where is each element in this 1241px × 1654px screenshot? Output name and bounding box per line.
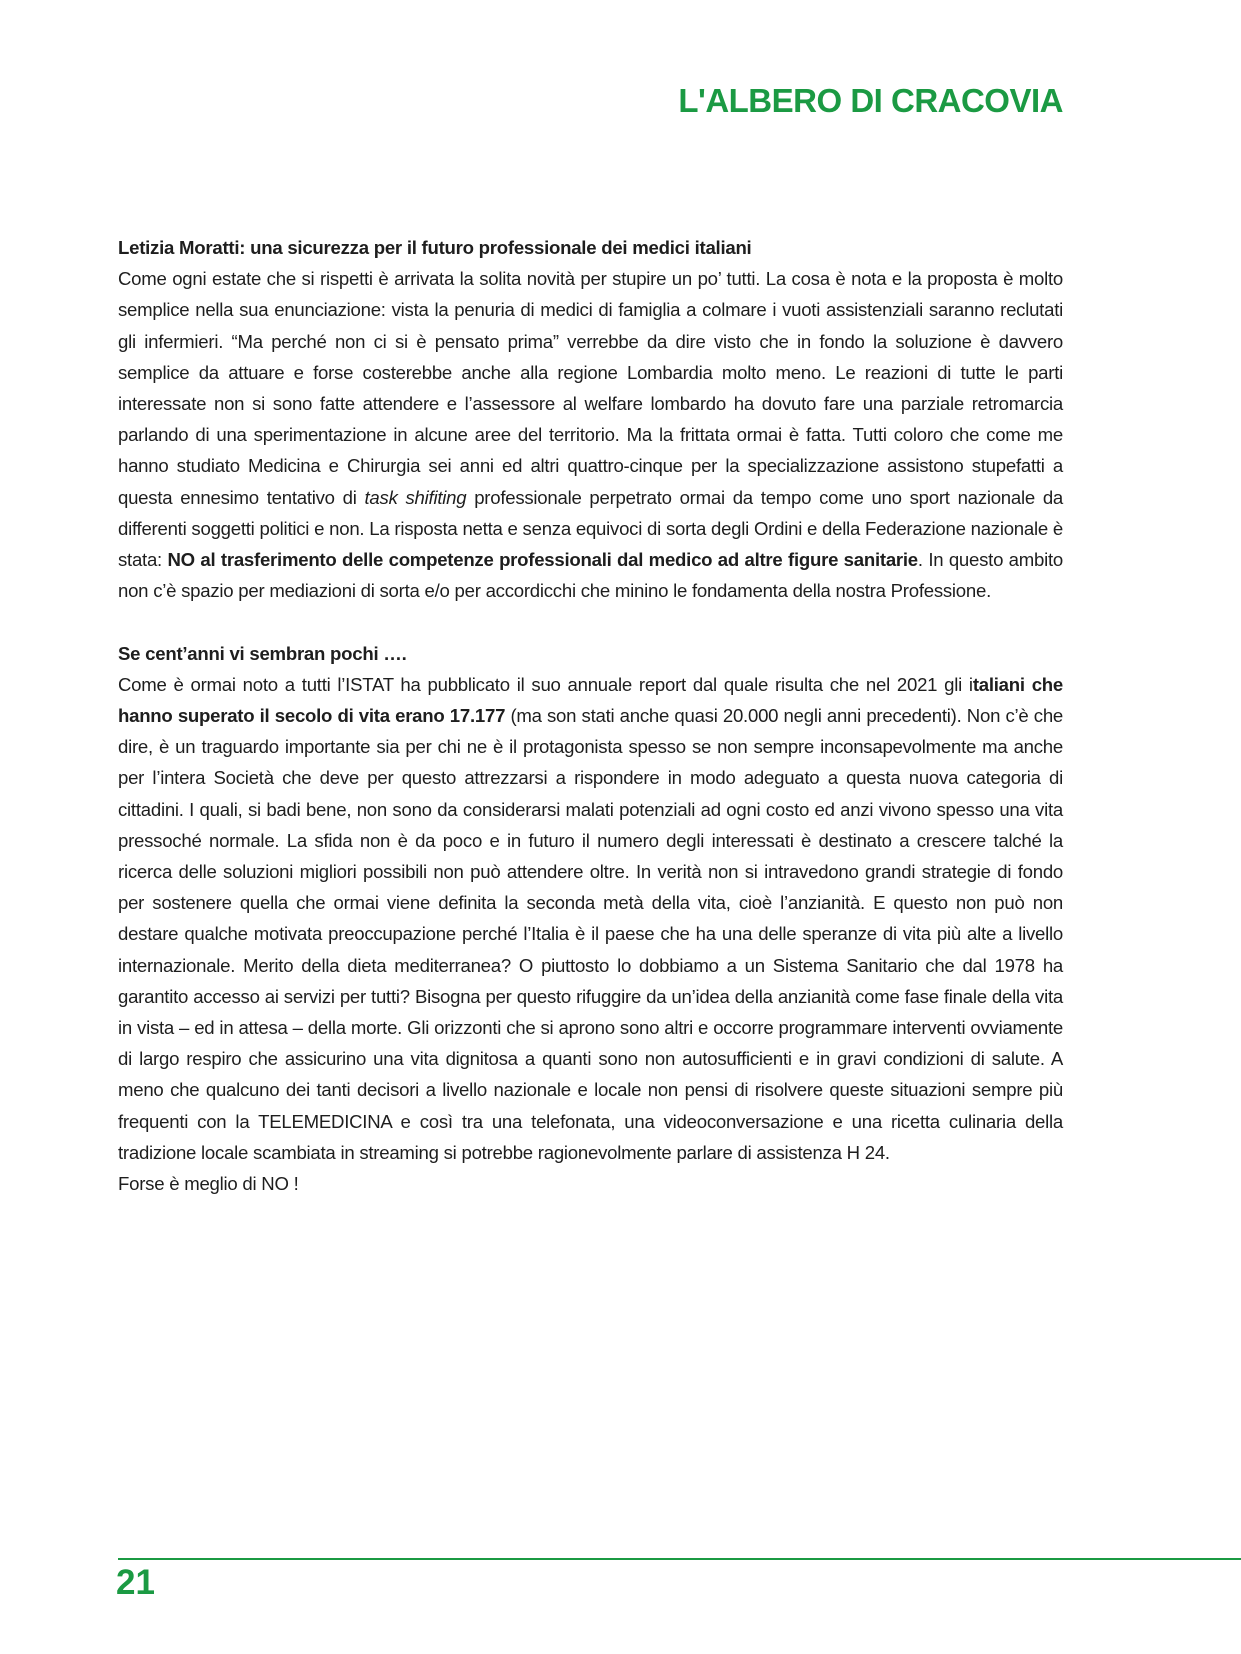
article-body xyxy=(118,232,1063,1230)
paragraph-text: Come ogni estate che si rispetti è arrivata la solita novità per stupire un po’ tutti. La cosa è nota e la proposta è molto semplice nella sua enunciazione: vista la penuria di medici di famiglia a colmare i vuoti assistenziali saranno reclutati gli infermieri. “Ma perché non ci si è pensato prima” verrebbe da dire visto che in fondo la soluzione è davvero semplice da attuare e forse costerebbe anche alla regione Lombardia molto meno. Le reazioni di tutte le parti interessate non si sono fatte attendere e l’assessore al welfare lombardo ha dovuto fare una parziale retromarcia parlando di una sperimentazione in alcune aree del territorio. Ma la frittata ormai è fatta. Tutti coloro che come me hanno studiato Medicina e Chirurgia sei anni ed altri quattro-cinque per la specializzazione assistono stupefatti a questa ennesimo tentativo di xyxy=(118,268,1063,508)
paragraph-text: professionale perpetrato ormai da tempo come uno sport nazionale da differenti soggetti politici e non. La risposta netta e senza equivoci di sorta degli Ordini e della Federazione nazionale è stata: xyxy=(118,486,1064,571)
section-heading: Letizia Moratti: una sicurezza per il futuro professionale dei medici italiani xyxy=(118,237,752,258)
article-section-moratti xyxy=(118,232,1063,606)
paragraph-italic-term: task shifiting xyxy=(364,486,467,508)
section-paragraph xyxy=(118,669,1063,1168)
paragraph-text: Come è ormai noto a tutti l’ISTAT ha pubblicato il suo annuale report dal quale risulta che nel 2021 gli i xyxy=(118,673,973,695)
paragraph-text: . In questo ambito non c’è spazio per mediazioni di sorta e/o per accordicchi che minino le fondamenta della nostra Professione. xyxy=(118,549,1063,602)
section-title: L'ALBERO DI CRACOVIA xyxy=(678,82,1063,119)
section-paragraph xyxy=(118,263,1063,606)
paragraph-bold-statement: NO al trasferimento delle competenze professionali dal medico ad altre figure sanitarie xyxy=(167,549,918,571)
paragraph-bold-statement: taliani che hanno superato il secolo di vita erano 17.177 xyxy=(118,673,1063,727)
paragraph-text: (ma son stati anche quasi 20.000 negli anni precedenti). Non c’è che dire, è un traguardo importante sia per chi ne è il protagonista spesso se non sempre inconsapevolmente ma anche per l’intera Società che deve per questo attrezzarsi a rispondere in modo adeguato a questa nuova categoria di cittadini. I quali, si badi bene, non sono da considerarsi malati potenziali ad ogni costo ed anzi vivono spesso una vita pressoché normale. La sfida non è da poco e in futuro il numero degli interessati è destinato a crescere talché la ricerca delle soluzioni migliori possibili non può attendere oltre. In verità non si intravedono grandi strategie di fondo per sostenere quella che ormai viene definita la seconda metà della vita, cioè l’anzianità. E questo non può non destare qualche motivata preoccupazione perché l’Italia è il paese che ha una delle speranze di vita più alte a livello internazionale. Merito della dieta mediterranea? O piuttosto lo dobbiamo a un Sistema Sanitario che dal 1978 ha garantito accesso ai servizi per tutti? Bisogna per questo rifuggire da un’idea della anzianità come fase finale della vita in vista – ed in attesa – della morte. Gli orizzonti che si aprono sono altri e occorre programmare interventi ovviamente di largo respiro che assicurino una vita dignitosa a quanti sono non autosufficienti e in gravi condizioni di salute. A meno che qualcuno dei tanti decisori a livello nazionale e locale non pensi di risolvere queste situazioni sempre più frequenti con la TELEMEDICINA e così tra una telefonata, una videoconversazione e una ricetta culinaria della tradizione locale scambiata in streaming si potrebbe ragionevolmente parlare di assistenza H 24. xyxy=(118,705,1063,1163)
footer-divider xyxy=(118,1558,1241,1560)
section-heading: Se cent’anni vi sembran pochi …. xyxy=(118,642,407,664)
page-number: 21 xyxy=(116,1563,155,1602)
closing-line: Forse è meglio di NO ! xyxy=(118,1173,299,1195)
article-section-centenari xyxy=(118,638,1063,1200)
